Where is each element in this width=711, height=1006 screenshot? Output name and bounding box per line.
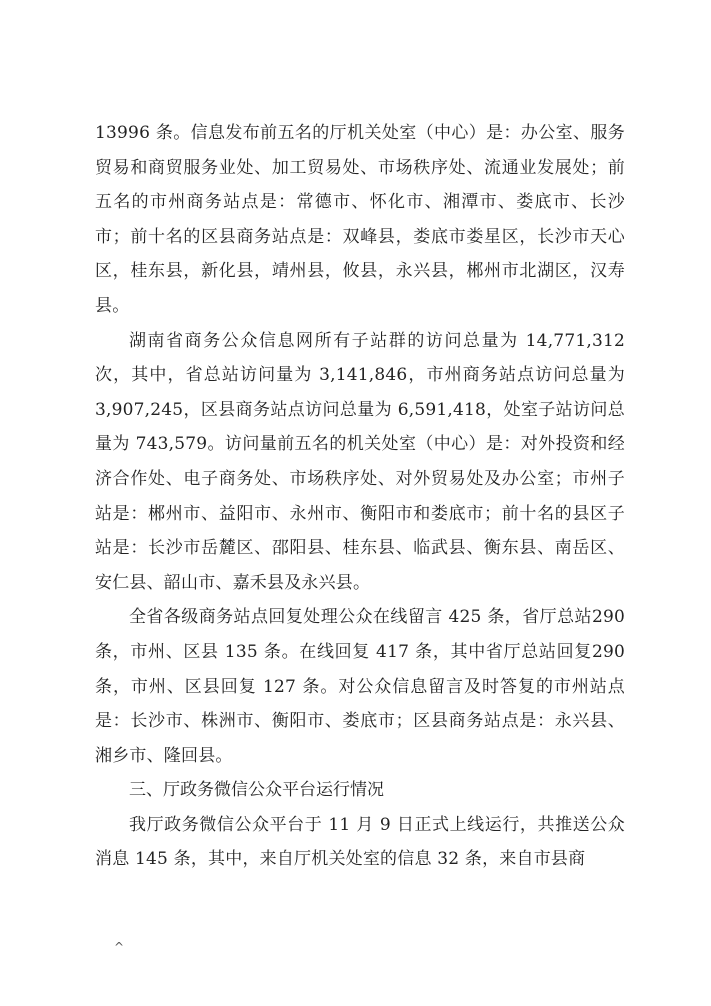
paragraph-visit-statistics: 湖南省商务公众信息网所有子站群的访问总量为 14,771,312次，其中，省总站访问量为 3,141,846，市州商务站点访问总量为3,907,245，区县商务站点访问总量为 6,591,418，处室子站访问总量为 743,579。访问量前五名的机关处室（中心）是：对外投资和经济合作处、电子商务处、市场秩序处、对外贸易处及办公室；市州子站是：郴州市、益阳市、永州市、衡阳市和娄底市；前十名的县区子站是：长沙市岳麓区、邵阳县、桂东县、临武县、衡东县、南岳区、安仁县、韶山市、嘉禾县及永兴县。: [95, 330, 625, 593]
section-heading-wechat-platform: 三、厅政务微信公众平台运行情况: [129, 780, 384, 801]
footer-caret-mark: ^: [114, 940, 125, 954]
document-body: [95, 116, 625, 877]
paragraph-wechat-operation: 我厅政务微信公众平台于 11 月 9 日正式上线运行，共推送公众消息 145 条，其中，来自厅机关处室的信息 32 条，来自市县商: [95, 814, 625, 870]
paragraph-info-publishing: 13996 条。信息发布前五名的厅机关处室（中心）是：办公室、服务贸易和商贸服务业处、加工贸易处、市场秩序处、流通业发展处；前五名的市州商务站点是：常德市、怀化市、湘潭市、娄底市、长沙市；前十名的区县商务站点是：双峰县，娄底市娄星区，长沙市天心区，桂东县，新化县，靖州县，攸县，永兴县，郴州市北湖区，汉寿县。: [95, 123, 625, 316]
paragraph-message-replies: 全省各级商务站点回复处理公众在线留言 425 条，省厅总站290 条，市州、区县 135 条。在线回复 417 条，其中省厅总站回复290 条，市州、区县回复 127 条。对公众信息留言及时答复的市州站点是：长沙市、株洲市、衡阳市、娄底市；区县商务站点是：永兴县、湘乡市、隆回县。: [95, 607, 625, 766]
